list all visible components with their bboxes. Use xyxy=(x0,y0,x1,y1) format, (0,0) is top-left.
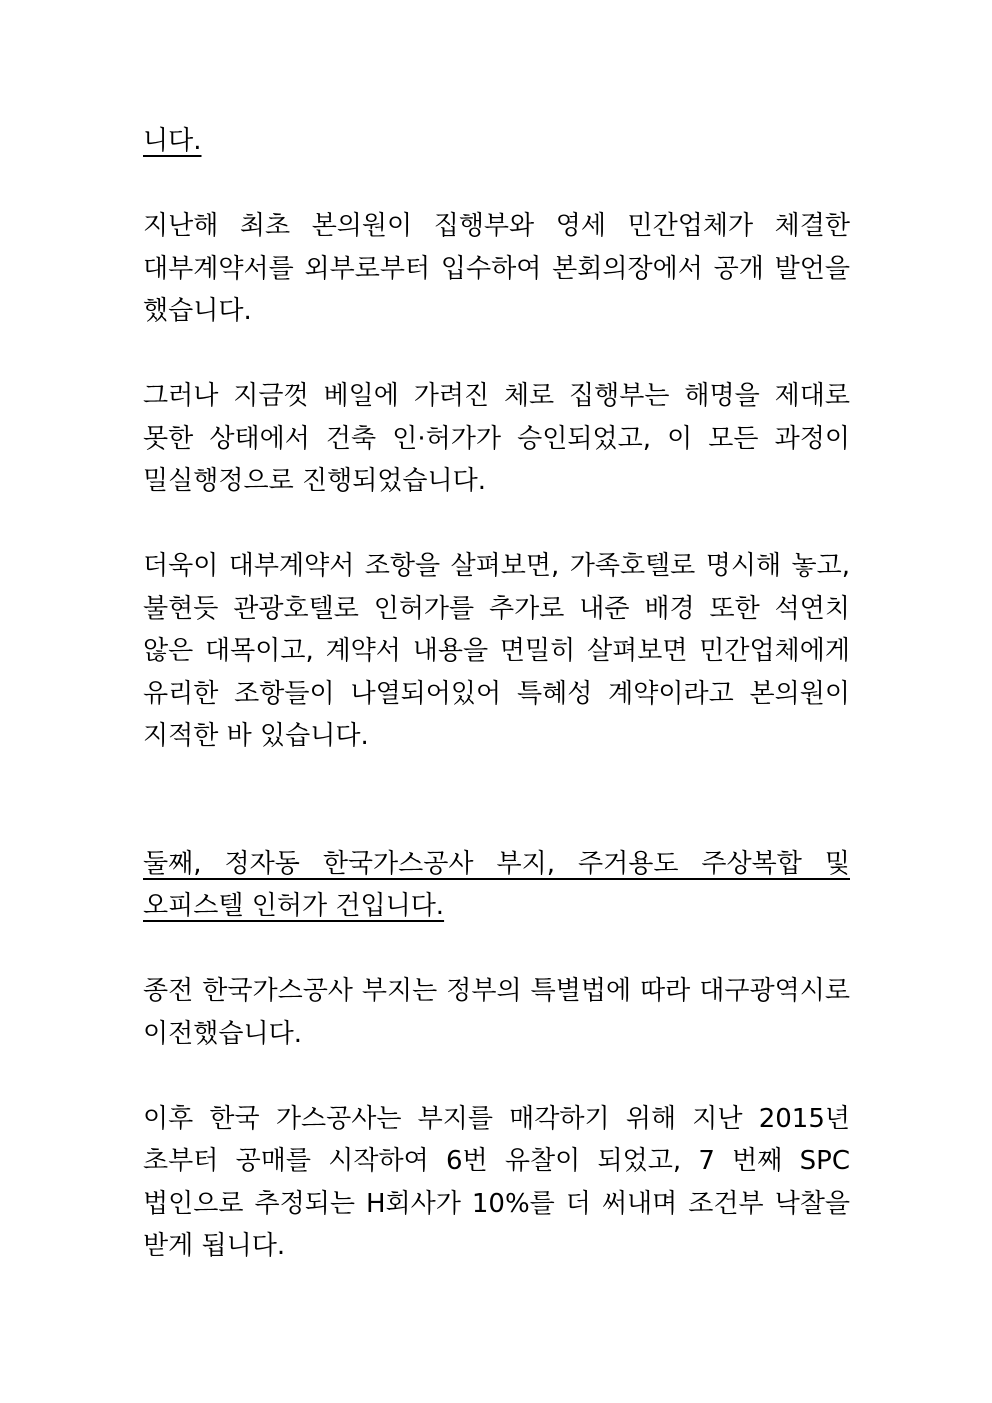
document-page xyxy=(143,120,850,1268)
continuation-text: 니다. xyxy=(143,126,202,156)
paragraph-contract-clauses: 더욱이 대부계약서 조항을 살펴보면, 가족호텔로 명시해 놓고, 불현듯 관광호텔로 인허가를 추가로 내준 배경 또한 석연치 않은 대목이고, 계약서 내용을 면밀히 살펴보면 민간업체에게 유리한 조항들이 나열되어있어 특혜성 계약이라고 본의원이 지적한 바 있습니다. xyxy=(143,551,850,751)
section-heading-second-issue: 둘째, 정자동 한국가스공사 부지, 주거용도 주상복합 및 오피스텔 인허가 건입니다. xyxy=(143,848,850,921)
paragraph-lease-contract-disclosure: 지난해 최초 본의원이 집행부와 영세 민간업체가 체결한 대부계약서를 외부로부터 입수하여 본회의장에서 공개 발언을 했습니다. xyxy=(143,211,850,326)
paragraph-permit-approval: 그러나 지금껏 베일에 가려진 체로 집행부는 해명을 제대로 못한 상태에서 건축 인·허가가 승인되었고, 이 모든 과정이 밀실행정으로 진행되었습니다. xyxy=(143,381,850,496)
paragraph-gas-corp-relocation: 종전 한국가스공사 부지는 정부의 특별법에 따라 대구광역시로 이전했습니다. xyxy=(143,976,850,1049)
paragraph-site-sale: 이후 한국 가스공사는 부지를 매각하기 위해 지난 2015년 초부터 공매를 시작하여 6번 유찰이 되었고, 7 번째 SPC 법인으로 추정되는 H회사가 10%를 더 써내며 조건부 낙찰을 받게 됩니다. xyxy=(143,1103,850,1261)
